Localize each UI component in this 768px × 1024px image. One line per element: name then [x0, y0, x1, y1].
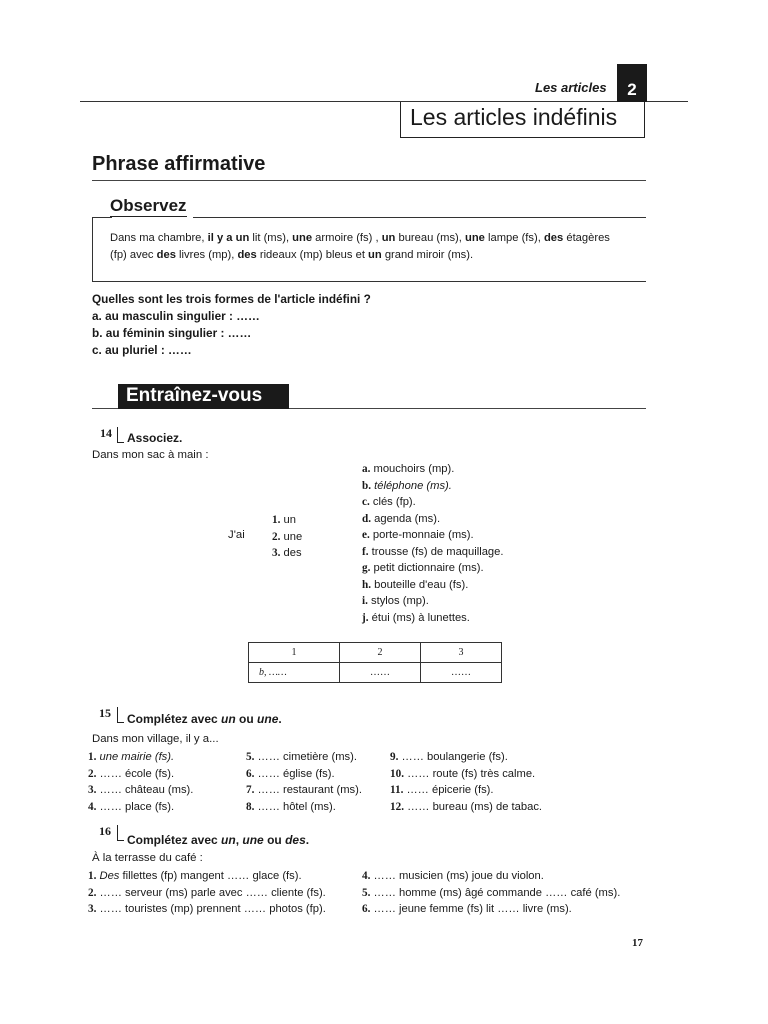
list-item: g. petit dictionnaire (ms). [362, 562, 484, 574]
observe-text [110, 230, 640, 264]
observe-frame-bottom [92, 281, 646, 282]
exercise-15-number: 15 [99, 706, 111, 720]
list-item: 11. …… épicerie (fs). [390, 784, 494, 796]
question-title: Quelles sont les trois formes de l'article indéfini ? [92, 292, 371, 306]
observe-title: Observez [110, 196, 187, 215]
exercise-14-title: Associez. [127, 431, 183, 445]
table-cell[interactable]: b, …… [249, 663, 340, 683]
page-number: 17 [632, 937, 643, 949]
chapter-label: Les articles [535, 80, 607, 95]
exercise-15-col-1 [88, 749, 193, 815]
list-item: 2. …… serveur (ms) parle avec …… cliente (fs). [88, 886, 326, 899]
chapter-number: 2 [617, 64, 647, 102]
list-item: 3. …… touristes (mp) prennent …… photos (fp). [88, 903, 326, 915]
question-block [92, 291, 371, 359]
list-item: 6. …… église (fs). [246, 767, 335, 780]
observe-line-1: Dans ma chambre, il y a un lit (ms), une armoire (fs) , un bureau (ms), une lampe (fs), des étagères [110, 232, 610, 244]
list-item: i. stylos (mp). [362, 595, 429, 607]
list-item: h. bouteille d'eau (fs). [362, 578, 469, 591]
list-item: 1. une mairie (fs). [88, 751, 175, 763]
table-header: 1 [249, 643, 340, 663]
list-item: c. clés (fp). [362, 496, 416, 508]
answer-table [248, 642, 502, 683]
question-item-c: c. au pluriel : …… [92, 343, 192, 357]
exercise-16-col-1 [88, 868, 326, 918]
exercise-14-number: 14 [100, 426, 112, 440]
exercise-16-col-2 [362, 868, 620, 918]
list-item: 4. …… place (fs). [88, 800, 175, 813]
list-item: d. agenda (ms). [362, 512, 441, 525]
list-item: 2. une [272, 530, 303, 543]
exercise-15-marker [117, 707, 124, 723]
table-header: 3 [421, 643, 502, 663]
table-cell[interactable]: …… [421, 663, 502, 683]
observe-frame-left [92, 217, 93, 281]
page-title: Les articles indéfinis [410, 104, 618, 130]
exercise-16-intro: À la terrasse du café : [92, 852, 203, 864]
list-item: 8. …… hôtel (ms). [246, 800, 336, 813]
list-item: j. étui (ms) à lunettes. [362, 611, 470, 624]
practice-label: Entraînez-vous [126, 385, 263, 406]
table-row [249, 663, 502, 683]
exercise-15-title: Complétez avec un ou une. [127, 712, 282, 726]
list-item: f. trousse (fs) de maquillage. [362, 545, 504, 558]
exercise-14-nouns [362, 461, 503, 626]
exercise-16-marker [117, 825, 124, 841]
exercise-15-col-2 [246, 749, 362, 815]
list-item: 4. …… musicien (ms) joue du violon. [362, 870, 544, 882]
list-item: 5. …… cimetière (ms). [246, 751, 357, 763]
table-cell[interactable]: …… [340, 663, 421, 683]
exercise-14-intro: Dans mon sac à main : [92, 449, 209, 461]
section-rule [92, 180, 646, 181]
observe-frame-top-right [193, 217, 646, 218]
question-item-a: a. au masculin singulier : …… [92, 309, 260, 323]
list-item: b. téléphone (ms). [362, 479, 452, 492]
list-item: 10. …… route (fs) très calme. [390, 767, 536, 780]
exercise-15-intro: Dans mon village, il y a... [92, 733, 219, 745]
observe-frame-top-left [92, 217, 112, 218]
exercise-14-articles [272, 512, 302, 562]
question-item-b: b. au féminin singulier : …… [92, 326, 252, 340]
list-item: a. mouchoirs (mp). [362, 463, 455, 475]
list-item: 6. …… jeune femme (fs) lit …… livre (ms). [362, 903, 572, 915]
exercise-16-number: 16 [99, 824, 111, 838]
list-item: e. porte-monnaie (ms). [362, 529, 474, 541]
list-item: 5. …… homme (ms) âgé commande …… café (ms). [362, 886, 621, 899]
list-item: 7. …… restaurant (ms). [246, 784, 362, 796]
observe-line-2: (fp) avec des livres (mp), des rideaux (mp) bleus et un grand miroir (ms). [110, 249, 474, 261]
list-item: 1. Des fillettes (fp) mangent …… glace (fs). [88, 870, 302, 882]
list-item: 2. …… école (fs). [88, 767, 175, 780]
list-item: 3. …… château (ms). [88, 784, 194, 796]
list-item: 12. …… bureau (ms) de tabac. [390, 800, 543, 813]
exercise-14-marker [117, 427, 124, 443]
exercise-16-title: Complétez avec un, une ou des. [127, 833, 310, 847]
exercise-14-jai: J'ai [228, 529, 245, 541]
table-header-row [249, 643, 502, 663]
table-header: 2 [340, 643, 421, 663]
section-title: Phrase affirmative [92, 153, 266, 175]
exercise-15-col-3 [390, 749, 542, 815]
list-item: 1. un [272, 514, 296, 526]
list-item: 3. des [272, 547, 302, 559]
list-item: 9. …… boulangerie (fs). [390, 751, 508, 763]
